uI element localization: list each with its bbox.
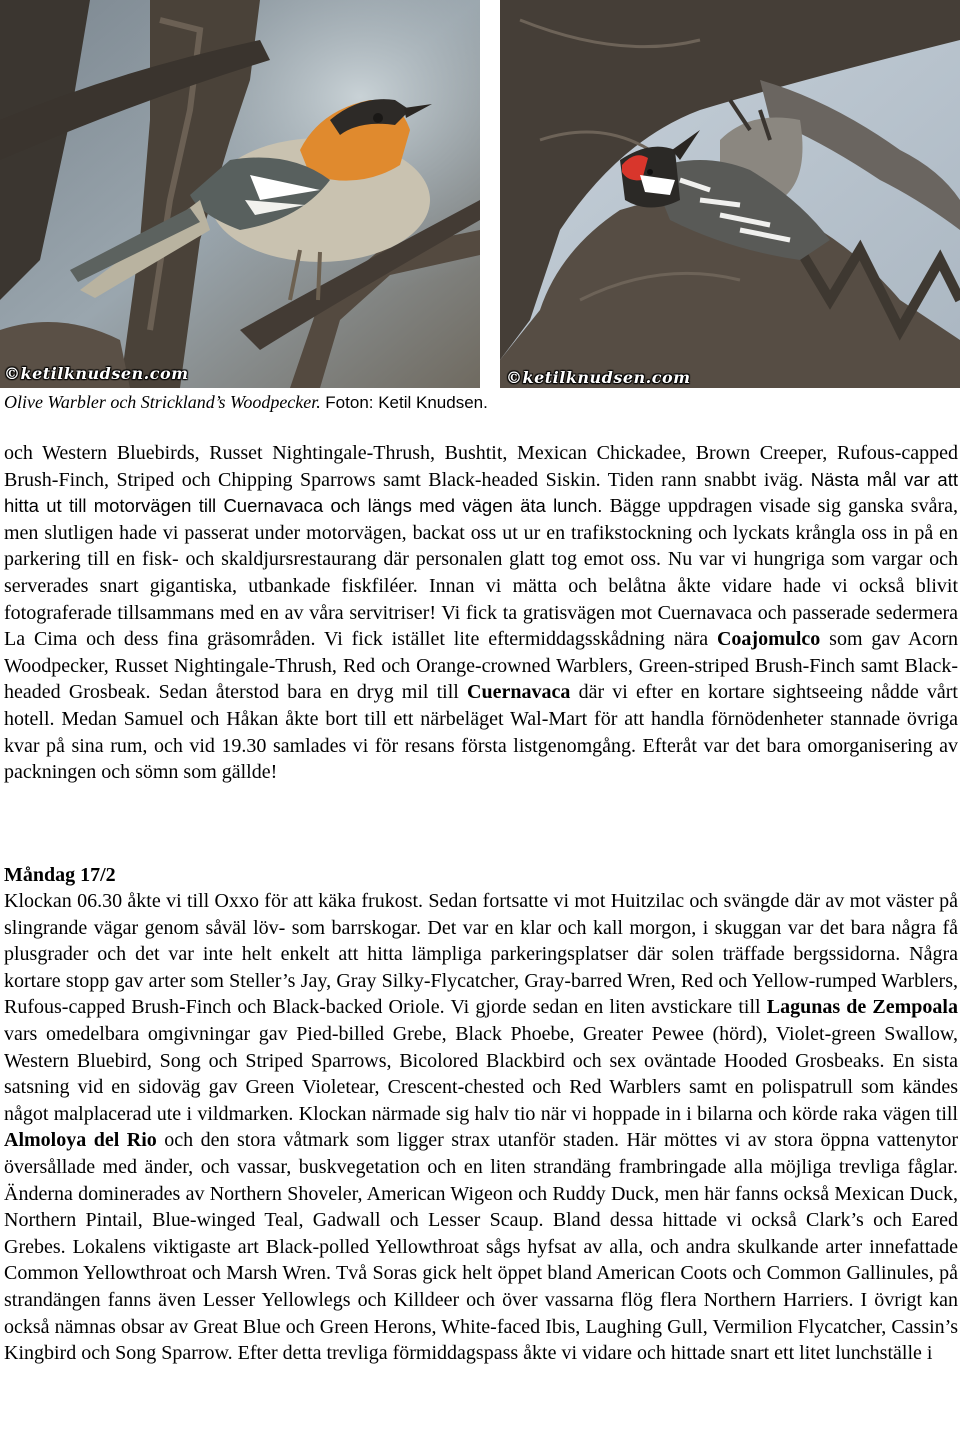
body-paragraph [4, 888, 958, 1367]
text-run: och Western Bluebirds, Russet Nightingale-Thrush, Bushtit, Mexican Chickadee, Brown Creeper, Rufous-capped Brush-Finch, Striped och Chipping Sparrows samt Black-headed Siskin. Tiden rann snabbt iväg. [4, 442, 958, 491]
photo-watermark: ©ketilknudsen.com [4, 364, 189, 383]
place-name: Coajomulco [716, 628, 821, 651]
day-heading: Måndag 17/2 [4, 864, 116, 886]
text-run: Nästa mål var att hitta ut till motorvägen till Cuernavaca och längs med vägen äta lunch. [4, 468, 958, 517]
text-run: Klockan 06.30 åkte vi till Oxxo för att käka frukost. Sedan fortsatte vi mot Huitzilac och svängde där av mot väster på slingrande vägar genom såväl löv- som barrskogar. Det var en klar och kall morgon, i skuggan var det bara några få plusgrader och det var inte helt enkelt att hitta lämpliga parkeringsplatser där solen träffade bergssidorna. Några kortare stopp gav arter som Steller’s Jay, Gray Silky-Flycatcher, Gray-barred Wren, Red och Yellow-rumped Warblers, Rufous-capped Brush-Finch och Black-backed Oriole. Vi gjorde sedan en liten avstickare till [4, 890, 958, 1019]
caption-credit: Foton: Ketil Knudsen. [325, 393, 488, 412]
olive-warbler-image [0, 0, 480, 388]
text-run: som gav Acorn Woodpecker, Russet Nightingale-Thrush, Red och Orange-crowned Warblers, Green-striped Brush-Finch samt Black-headed Grosbeak. Sedan återstod bara en dryg mil till [4, 628, 959, 704]
caption-species: Olive Warbler och Strickland’s Woodpecker. [4, 392, 321, 412]
text-run: vars omedelbara omgivningar gav Pied-billed Grebe, Black Phoebe, Greater Pewee (hörd), Violet-green Swallow, Western Bluebird, Song och Striped Sparrows, Bicolored Blackbird och sex oväntade Hooded Grosbeaks. En sista satsning vid en sidoväg gav Green Violetear, Crescent-chested och Red Warblers samt en polispatrull som kändes något malplacerad ute i vildmarken. Klockan närmade sig halv tio när vi hoppade in i bilarna och körde raka vägen till [4, 1022, 958, 1125]
text-run: och den stora våtmark som ligger strax utanför staden. Här möttes vi av stora öppna vattenytor översållade med änder, och vassar, buskvegetation och en liten strandäng frambringade alla möjliga trevliga fåglar. Änderna dominerades av Northern Shoveler, American Wigeon och Ruddy Duck, men här fanns också Mexican Duck, Northern Pintail, Blue-winged Teal, Gadwall och Lesser Scaup. Bland dessa hittade vi också Clark’s och Eared Grebes. Lokalens viktigaste art Black-polled Yellowthroat sågs hyfsat av alla, och andra skulkande arter innefattade Common Yellowthroat och Marsh Wren. Två Soras gick helt öppet bland American Coots och Common Gallinules, på strandängen fanns även Lesser Yellowlegs och Killdeer och över vassarna flög flera Northern Harriers. I övrigt kan också nämnas obsar av Great Blue och Green Herons, White-faced Ibis, Laughing Gull, Vermilion Flycatcher, Cassin’s Kingbird och Song Sparrow. Efter detta trevliga förmiddagspass åkte vi vidare och hittade snart ett litet lunchställe i [4, 1129, 958, 1365]
place-name: Almoloya del Rio [4, 1129, 157, 1152]
stricklands-woodpecker-image [500, 0, 960, 388]
photo-caption [4, 391, 488, 414]
place-name: Lagunas de Zempoala [766, 996, 958, 1019]
photo-watermark: ©ketilknudsen.com [506, 368, 691, 387]
place-name: Cuernavaca [467, 681, 571, 704]
body-paragraph [4, 440, 958, 786]
text-run: där vi efter en kortare sightseeing nådde vårt hotell. Medan Samuel och Håkan åkte bort till ett närbeläget Wal-Mart för att handla förnödenheter stannade övriga kvar på sina rum, och vid 19.30 samlades vi för resans första listgenomgång. Efteråt var det bara omorganisering av packningen och sömn som gällde! [4, 681, 958, 784]
olive-warbler-photo [0, 0, 480, 388]
stricklands-woodpecker-photo [500, 0, 960, 388]
text-run: Bägge uppdragen visade sig ganska svåra, men slutligen hade vi passerat under motorvägen, backat oss ut ur en trafikstockning och lyckats krångla oss in på en parkering till en fisk- och skaldjursrestaurang där personalen glatt tog emot oss. Nu var vi hungriga som vargar och serverades snart gigantiska, utbankade fiskfiléer. Innan vi mätta och belåtna åkte vidare hade vi också blivit fotograferade tillsammans med en av våra servitriser! Vi fick ta gratisvägen mot Cuernavaca och passerade sedermera La Cima och dess fina gräsområden. Vi fick istället lite eftermiddagsskådning nära [4, 495, 958, 651]
